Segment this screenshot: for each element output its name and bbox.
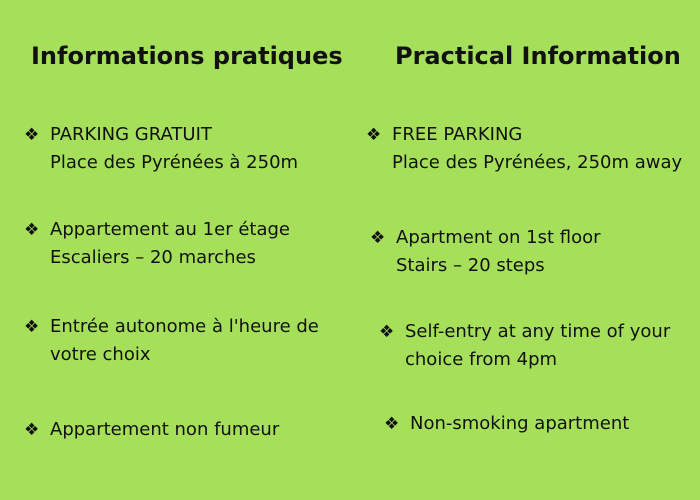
item-line: Appartement non fumeur bbox=[50, 419, 280, 440]
english-item-self-entry bbox=[379, 318, 670, 374]
english-item-parking bbox=[366, 121, 682, 177]
diamond-bullet-icon: ❖ bbox=[384, 414, 400, 434]
diamond-bullet-icon: ❖ bbox=[24, 317, 40, 337]
diamond-bullet-icon: ❖ bbox=[24, 220, 40, 240]
item-line: Escaliers – 20 marches bbox=[50, 247, 256, 268]
english-item-apartment-floor bbox=[370, 224, 601, 280]
english-title: Practical Information bbox=[395, 42, 681, 70]
item-line: Apartment on 1st floor bbox=[396, 227, 601, 248]
item-line: Entrée autonome à l'heure de bbox=[50, 316, 319, 337]
item-line: Appartement au 1er étage bbox=[50, 219, 290, 240]
french-item-apartment-floor bbox=[24, 216, 290, 272]
diamond-bullet-icon: ❖ bbox=[366, 125, 382, 145]
diamond-bullet-icon: ❖ bbox=[24, 420, 40, 440]
item-line: choice from 4pm bbox=[405, 349, 558, 370]
item-line: FREE PARKING bbox=[392, 124, 523, 145]
item-line: PARKING GRATUIT bbox=[50, 124, 212, 145]
english-item-non-smoking bbox=[384, 410, 629, 438]
diamond-bullet-icon: ❖ bbox=[379, 322, 395, 342]
diamond-bullet-icon: ❖ bbox=[370, 228, 386, 248]
french-title: Informations pratiques bbox=[31, 42, 343, 70]
item-line: votre choix bbox=[50, 344, 151, 365]
item-line: Stairs – 20 steps bbox=[396, 255, 545, 276]
french-item-self-entry bbox=[24, 313, 319, 369]
item-line: Place des Pyrénées à 250m bbox=[50, 152, 299, 173]
french-item-parking bbox=[24, 121, 298, 177]
item-line: Non-smoking apartment bbox=[410, 413, 630, 434]
item-line: Place des Pyrénées, 250m away bbox=[392, 152, 683, 173]
diamond-bullet-icon: ❖ bbox=[24, 125, 40, 145]
item-line: Self-entry at any time of your bbox=[405, 321, 671, 342]
french-item-non-smoking bbox=[24, 416, 279, 444]
